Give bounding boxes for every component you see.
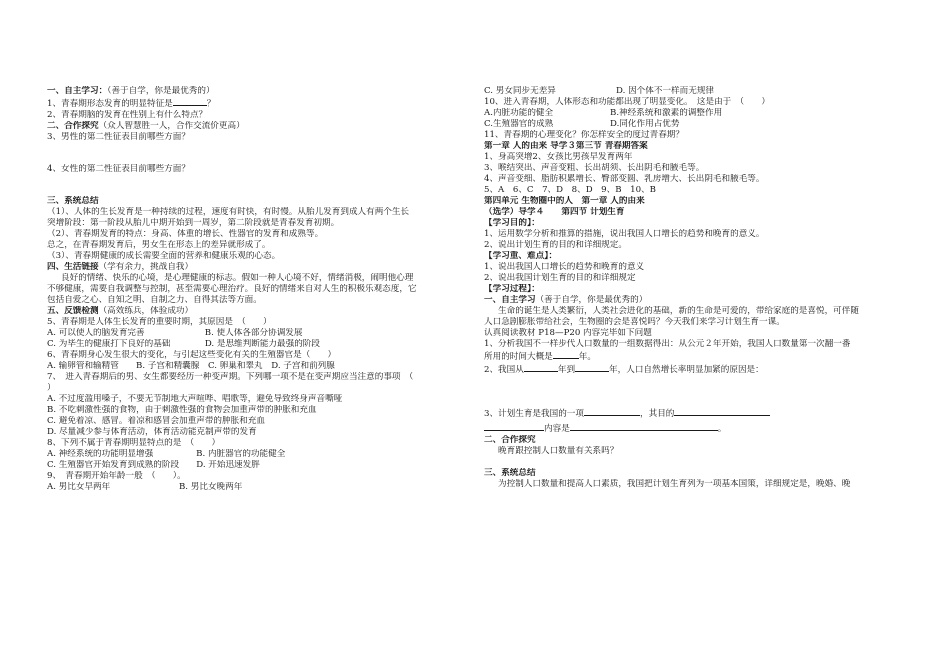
answer-blank[interactable] <box>524 363 558 372</box>
goal-heading: 【学习目的】： <box>484 218 540 228</box>
option-d: D.同化作用占优势 <box>610 119 680 129</box>
right-column <box>484 86 910 490</box>
question-text: 1、青春期形态发育的明显特征是 <box>47 99 173 109</box>
option-line: A. 可以使人的脑发育完善 B. 使人体各部分协调发展 <box>47 328 303 338</box>
option-line: A. 男比女早两年 B. 男比女晚两年 <box>47 482 243 492</box>
unit-heading: 第四单元 生物圈中的人 第一章 人的由来 <box>484 196 645 206</box>
answer-blank[interactable] <box>674 407 770 416</box>
option-c: C.生殖器官的成熟 <box>484 119 554 129</box>
answer-space <box>47 175 473 196</box>
question-text: 所用的时间大概是 <box>484 352 553 362</box>
option-line: A. 神经系统的功能明显增强 B. 内脏器官的功能健全 <box>47 449 286 459</box>
heading-text: 一、自主学习 <box>484 295 536 305</box>
left-column <box>47 86 473 493</box>
question-7-cont: ） <box>47 383 56 393</box>
summary-paragraph: 突增阶段：第一阶段从胎儿中期开始到一周岁，第二阶段就是青春发育初期。 <box>47 218 340 228</box>
option-line: C. 生殖器官开始发育到成熟的阶段 D. 开始迅速发胖 <box>47 460 260 470</box>
question-text: 年到 <box>557 365 576 375</box>
question-end: ？ <box>206 99 216 109</box>
answer-line: 3、喉结突出、声音变粗、长出胡须、长出阴毛和腋毛等。 <box>484 163 705 173</box>
answer-space <box>484 457 910 468</box>
key-point: 2、说出我国计划生育的目的和详细规定 <box>484 273 636 283</box>
heading-note: （善于自学，你是最优秀的） <box>535 295 648 305</box>
heading-note: （高效练兵，体验成功） <box>98 306 194 316</box>
question-text: 内容是 <box>544 424 570 434</box>
answer-blank[interactable] <box>173 97 207 106</box>
reading-question-2 <box>484 363 910 376</box>
self-study-heading <box>47 86 473 97</box>
answer-heading: 第一章 人的由来 导学３第三节 青春期答案 <box>484 141 648 151</box>
reading-question-1: 1、分析我国不一样步代人口数量的一组数据得出：从公元２年开始，我国人口数量第一次翻一番 <box>484 339 851 349</box>
question-1 <box>47 97 473 110</box>
answer-line: 5、A 6、C 7、D 8、D 9、B 10、B <box>484 185 656 195</box>
answer-blank[interactable] <box>570 422 718 431</box>
life-link-paragraph: 包括自爱之心、自知之明、自制之力、自得其法等方面。 <box>47 295 262 305</box>
question-5: 5、青春期是人体生长发育的重要时期，其原因是 （ ） <box>47 317 272 327</box>
cooperation-heading <box>47 121 473 132</box>
option-line: A. 输卵管和输精管 B. 子宫和精囊腺 C. 卵巢和睾丸 D. 子宫和前列腺 <box>47 361 335 371</box>
option-line <box>484 108 910 119</box>
option-line: C. 为毕生的健康打下良好的基础 D. 是思维判断能力最强的阶段 <box>47 339 320 349</box>
heading-text: 四、生活链接 <box>47 262 99 272</box>
lesson-heading: （选学）导学４ 第四节 计划生育 <box>484 207 625 217</box>
heading-text: 二、合作探究 <box>47 121 99 131</box>
summary-paragraph: （1）、人体的生长发育是一种持续的过程，速度有时快，有时慢。从胎儿发育到成人有两个生长 <box>47 207 410 217</box>
answer-blank[interactable] <box>584 407 640 416</box>
cooperation-question: 晚育跟控制人口数量有关系吗？ <box>498 446 619 456</box>
life-link-paragraph: 不够健康，需要自我调整与控制，甚至需要心理治疗。良好的情绪来自对人生的积极乐观态度，它 <box>47 284 417 294</box>
key-point: 1、说出我国人口增长的趋势和晚育的意义 <box>484 262 645 272</box>
heading-note: （学有余力，挑战自我） <box>98 262 194 272</box>
heading-text: 五、反馈检测 <box>47 306 99 316</box>
reading-question-3 <box>484 407 910 420</box>
option-line: D. 尽量减少参与体育活动，体育活动能克制声带的发育 <box>47 427 257 437</box>
heading-text: 一、自主学习： <box>47 86 108 96</box>
question-7: 7、 进入青春期后的男、女生都要经历一种变声期。下列哪一项不是在变声期应当注意的事项 （ <box>47 372 414 382</box>
answer-blank[interactable] <box>484 422 544 431</box>
question-4: 4、女性的第二性征表目前哪些方面？ <box>47 164 190 174</box>
heading-note: （众人智慧胜一人，合作交流价更高） <box>98 121 245 131</box>
answer-blank[interactable] <box>553 350 579 359</box>
life-link-paragraph: 良好的情绪、快乐的心境，是心理健康的标志。假如一种人心境不好，情绪消极，闹明他心理 <box>61 273 414 283</box>
option-a: A.内脏功能的健全 <box>484 108 554 118</box>
option-line: C. 避免着凉、感冒。着凉和感冒会加重声带的肿胀和充血 <box>47 416 265 426</box>
question-end: 。 <box>717 424 727 434</box>
process-heading: 【学习过程】： <box>484 284 540 294</box>
answer-space <box>47 143 473 164</box>
question-text: ，其目的 <box>640 409 675 419</box>
reading-instruction: 认真阅读教材 P18—P20 内容完毕如下问题 <box>484 328 652 338</box>
answer-line: 4、声音变细、脂肪积累增长、臀部变圆、乳房增大、长出阴毛和腋毛等。 <box>484 174 765 184</box>
goal-item: 1、运用数学分析和推算的措施，说出我国人口增长的趋势和晚育的意义。 <box>484 229 765 239</box>
intro-paragraph: 生命的诞生是人类繁衍，人类社会进化的基础，新的生命是可爱的，带给家庭的是喜悦，可伴随 <box>498 306 859 316</box>
question-8: 8、下列不属于青春期明显特点的是 （ ） <box>47 438 221 448</box>
summary-paragraph: （3）、青春期健康的成长需要全面的营养和健康乐观的心态。 <box>47 251 281 261</box>
answer-space <box>484 376 910 407</box>
summary-paragraph: 总之，在青春期发育后，男女生在形态上的差异就形成了。 <box>47 240 271 250</box>
question-2: 2、青春期脑的发育在性别上有什么特点？ <box>47 110 208 120</box>
option-line: C. 男女同步无差异 D. 因个体不一样而无规律 <box>484 86 715 96</box>
question-3: 3、男性的第二性征表目前哪些方面？ <box>47 132 190 142</box>
question-text: 3、计划生育是我国的一项 <box>484 409 584 419</box>
summary-heading: 三、系统总结 <box>47 196 99 206</box>
question-6: 6、青春期身心发生很大的变化，与引起这些变化有关的生殖器官是（ ） <box>47 350 337 360</box>
key-points-heading: 【学习重、难点】： <box>484 251 558 261</box>
summary-paragraph: 为控制人口数量和提高人口素质，我国把计划生育列为一项基本国策，详细规定是，晚婚、晚 <box>498 479 851 489</box>
answer-line: 1、身高突增2、女孩比男孩早发育两年 <box>484 152 633 162</box>
question-11: 11、青春期的心理变化？你怎样安全的度过青春期？ <box>484 130 684 140</box>
self-study-heading <box>484 295 910 306</box>
life-link-heading <box>47 262 473 273</box>
question-9: 9、 青春期开始年龄一般 （ ）。 <box>47 471 186 481</box>
heading-note: （善于自学，你是最优秀的） <box>107 86 215 96</box>
summary-heading: 三、系统总结 <box>484 468 536 478</box>
question-text: 2、我国从 <box>484 365 524 375</box>
question-text: 年，人口自然增长率明显加紧的原因是： <box>609 365 764 375</box>
option-line <box>484 119 910 130</box>
feedback-heading <box>47 306 473 317</box>
intro-paragraph: 人口急剧膨胀带给社会，生物圈的会是喜悦吗？今天我们来学习计划生育一课。 <box>484 317 785 327</box>
answer-blank[interactable] <box>575 363 609 372</box>
question-10: 10、进入青春期，人体形态和功能都出现了明显变化。 这是由于 （ ） <box>484 97 770 107</box>
option-b: B.神经系统和激素的调整作用 <box>610 108 723 118</box>
summary-paragraph: （2）、青春期发育的特点：身高、体重的增长、性器官的发育和成熟等。 <box>47 229 324 239</box>
option-line: A. 不过度滥用嗓子，不要无节制地大声喧哗、唱歌等，避免导致终身声音嘶哑 <box>47 394 343 404</box>
reading-question-3-cont <box>484 420 910 435</box>
option-line: B. 不吃刺激性强的食物，由于刺激性强的食物会加重声带的肿胀和充血 <box>47 405 317 415</box>
cooperation-heading: 二、合作探究 <box>484 435 536 445</box>
question-end: 年。 <box>578 352 596 362</box>
reading-question-1-cont <box>484 350 910 363</box>
goal-item: 2、说出计划生育的目的和详细规定。 <box>484 240 627 250</box>
